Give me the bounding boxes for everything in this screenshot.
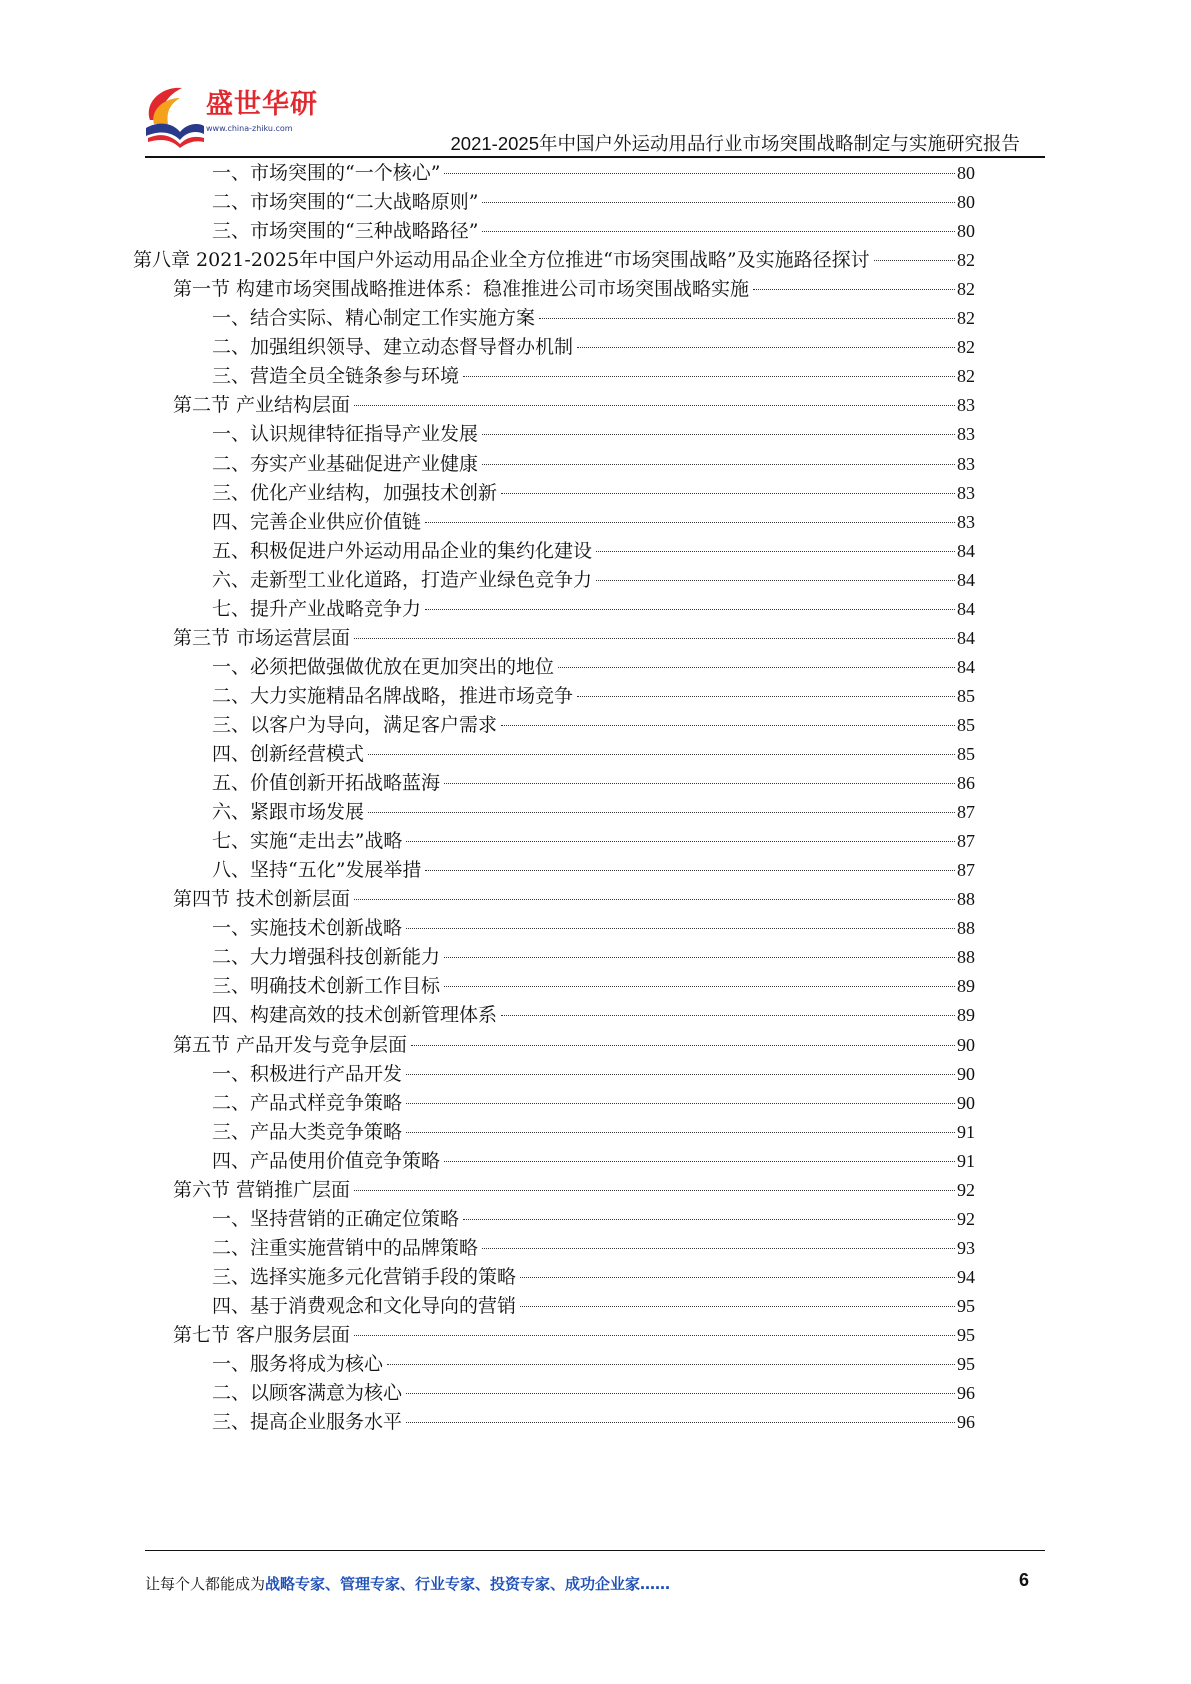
- toc-dot-leader: [463, 1219, 955, 1220]
- toc-page-number: 85: [957, 744, 975, 764]
- toc-item[interactable]: [212, 913, 975, 943]
- toc-entry-title: 七、实施“走出去”战略: [212, 830, 403, 853]
- toc-page-number: 86: [957, 773, 975, 794]
- toc-entry-title: 四、构建高效的技术创新管理体系: [212, 1004, 498, 1027]
- toc-item[interactable]: [212, 449, 975, 479]
- toc-entry-title: 第六节 营销推广层面: [173, 1178, 351, 1201]
- toc-dot-leader: [558, 667, 955, 668]
- toc-dot-leader: [520, 1277, 955, 1278]
- toc-page-number: 83: [957, 453, 975, 474]
- toc-entry-title: 三、营造全员全链条参与环境: [212, 365, 460, 388]
- toc-item[interactable]: [212, 681, 975, 711]
- toc-item[interactable]: [212, 594, 975, 624]
- toc-entry-title: 一、坚持营销的正确定位策略: [212, 1207, 460, 1230]
- toc-entry-title: 四、产品使用价值竞争策略: [212, 1149, 441, 1172]
- toc-entry-title: 三、明确技术创新工作目标: [212, 975, 441, 998]
- toc-item[interactable]: [212, 826, 975, 856]
- toc-dot-leader: [406, 1103, 955, 1104]
- toc-page-number: 95: [957, 1295, 975, 1316]
- logo-name: 盛世华研: [206, 89, 318, 120]
- toc-page-number: 93: [957, 1237, 975, 1258]
- toc-entry-title: 一、结合实际、精心制定工作实施方案: [212, 307, 536, 330]
- toc-page-number: 83: [957, 395, 975, 416]
- toc-dot-leader: [406, 1422, 955, 1423]
- toc-item[interactable]: [212, 710, 975, 740]
- toc-dot-leader: [387, 1364, 955, 1365]
- toc-item[interactable]: [212, 652, 975, 682]
- toc-item[interactable]: [212, 1233, 975, 1263]
- toc-entry-title: 三、产品大类竞争策略: [212, 1120, 403, 1143]
- toc-entry-title: 第八章 2021-2025年中国户外运动用品企业全方位推进“市场突围战略”及实施路径探讨: [133, 249, 870, 272]
- page-number: 6: [1018, 1570, 1029, 1590]
- toc-page-number: 90: [957, 1092, 975, 1113]
- toc-dot-leader: [425, 522, 955, 523]
- toc-entry-title: 二、夯实产业基础促进产业健康: [212, 452, 479, 475]
- toc-page-number: 82: [957, 308, 975, 329]
- toc-page-number: 84: [957, 598, 975, 619]
- toc-entry-title: 四、完善企业供应价值链: [212, 510, 422, 533]
- toc-page-number: 84: [957, 540, 975, 561]
- toc-item[interactable]: [212, 1291, 975, 1321]
- toc-item[interactable]: [212, 216, 975, 246]
- toc-item[interactable]: [212, 971, 975, 1001]
- footer-slogan: [145, 1573, 670, 1594]
- toc-dot-leader: [874, 260, 955, 261]
- toc-item[interactable]: [212, 1262, 975, 1292]
- toc-dot-leader: [354, 405, 955, 406]
- toc-entry-title: 五、积极促进户外运动用品企业的集约化建设: [212, 539, 593, 562]
- toc-item[interactable]: [212, 187, 975, 217]
- toc-page-number: 96: [957, 1412, 975, 1433]
- toc-entry-title: 第二节 产业结构层面: [173, 394, 351, 417]
- toc-page-number: 89: [957, 976, 975, 997]
- toc-section[interactable]: [173, 274, 975, 304]
- toc-dot-leader: [539, 318, 955, 319]
- toc-entry-title: 三、以客户为导向，满足客户需求: [212, 713, 498, 736]
- toc-dot-leader: [444, 957, 955, 958]
- toc-item[interactable]: [212, 158, 975, 188]
- toc-entry-title: 四、创新经营模式: [212, 743, 365, 765]
- toc-dot-leader: [354, 899, 955, 900]
- toc-item[interactable]: [212, 565, 975, 595]
- toc-item[interactable]: [212, 739, 975, 769]
- toc-entry-title: 一、服务将成为核心: [212, 1353, 384, 1376]
- toc-page-number: 90: [957, 1063, 975, 1084]
- toc-page-number: 91: [957, 1150, 975, 1171]
- toc-entry-title: 一、市场突围的“一个核心”: [212, 162, 441, 184]
- toc-entry-title: 三、市场突围的“三种战略路径”: [212, 220, 479, 243]
- toc-dot-leader: [577, 696, 955, 697]
- toc-dot-leader: [368, 754, 955, 755]
- toc-item[interactable]: [212, 1204, 975, 1234]
- toc-dot-leader: [444, 783, 955, 784]
- toc-page-number: 85: [957, 714, 975, 735]
- toc-page-number: 85: [957, 685, 975, 706]
- toc-entry-title: 五、价值创新开拓战略蓝海: [212, 772, 441, 795]
- toc-page-number: 88: [957, 889, 975, 910]
- toc-dot-leader: [411, 1045, 955, 1046]
- toc-section[interactable]: [173, 1030, 975, 1060]
- toc-dot-leader: [482, 231, 955, 232]
- toc-item[interactable]: [212, 1146, 975, 1176]
- toc-dot-leader: [406, 1074, 955, 1075]
- toc-page-number: 83: [957, 482, 975, 503]
- toc-page-number: 82: [957, 366, 975, 387]
- toc-dot-leader: [482, 1248, 955, 1249]
- toc-dot-leader: [354, 638, 955, 639]
- toc-dot-leader: [406, 1132, 955, 1133]
- toc-page-number: 83: [957, 511, 975, 532]
- toc-page-number: 95: [957, 1325, 975, 1345]
- toc-item[interactable]: [212, 797, 975, 827]
- toc-item[interactable]: [212, 855, 975, 885]
- toc-dot-leader: [482, 202, 955, 203]
- toc-entry-title: 七、提升产业战略竞争力: [212, 597, 422, 620]
- footer-divider: [145, 1550, 1045, 1551]
- toc-entry-title: 八、坚持“五化”发展举措: [212, 859, 422, 882]
- toc-dot-leader: [354, 1335, 955, 1336]
- toc-page-number: 92: [957, 1179, 975, 1200]
- toc-entry-title: 二、市场突围的“二大战略原则”: [212, 191, 479, 214]
- toc-entry-title: 第一节 构建市场突围战略推进体系：稳准推进公司市场突围战略实施: [173, 278, 750, 301]
- toc-entry-title: 三、提高企业服务水平: [212, 1411, 403, 1434]
- toc-page-number: 87: [957, 860, 975, 881]
- toc-dot-leader: [482, 434, 955, 435]
- toc-page-number: 82: [957, 279, 975, 300]
- toc-entry-title: 第四节 技术创新层面: [173, 888, 351, 911]
- toc-entry-title: 二、产品式样竞争策略: [212, 1091, 403, 1114]
- toc-item[interactable]: [212, 1088, 975, 1118]
- toc-dot-leader: [406, 1393, 955, 1394]
- toc-dot-leader: [753, 289, 955, 290]
- toc-dot-leader: [501, 493, 955, 494]
- toc-dot-leader: [425, 609, 955, 610]
- toc-entry-title: 六、走新型工业化道路，打造产业绿色竞争力: [212, 568, 593, 591]
- toc-entry-title: 一、认识规律特征指导产业发展: [212, 423, 479, 446]
- toc-entry-title: 一、必须把做强做优放在更加突出的地位: [212, 655, 555, 678]
- toc-page-number: 87: [957, 831, 975, 852]
- toc-entry-title: 第七节 客户服务层面: [173, 1324, 351, 1346]
- toc-entry-title: 三、优化产业结构，加强技术创新: [212, 481, 498, 504]
- toc-dot-leader: [463, 376, 955, 377]
- toc-section[interactable]: [173, 390, 975, 420]
- toc-entry-title: 三、选择实施多元化营销手段的策略: [212, 1265, 517, 1288]
- toc-section[interactable]: [173, 1320, 975, 1350]
- toc-dot-leader: [406, 841, 955, 842]
- page-header: [0, 0, 1191, 160]
- toc-page-number: 84: [957, 656, 975, 677]
- toc-page-number: 87: [957, 802, 975, 823]
- toc-page-number: 90: [957, 1034, 975, 1055]
- toc-dot-leader: [444, 173, 955, 174]
- toc-entry-title: 第五节 产品开发与竞争层面: [173, 1033, 408, 1056]
- report-title: 2021-2025年中国户外运动用品行业市场突围战略制定与实施研究报告: [450, 133, 1020, 154]
- toc-entry-title: 一、实施技术创新战略: [212, 917, 403, 940]
- toc-item[interactable]: [212, 1378, 975, 1408]
- toc-entry-title: 二、大力增强科技创新能力: [212, 946, 441, 969]
- logo-emblem-icon: [140, 80, 206, 150]
- toc-dot-leader: [596, 580, 955, 581]
- toc-dot-leader: [577, 347, 955, 348]
- toc-page-number: 82: [957, 250, 975, 271]
- toc-page-number: 95: [957, 1354, 975, 1375]
- toc-entry-title: 二、加强组织领导、建立动态督导督办机制: [212, 336, 574, 359]
- toc-page-number: 96: [957, 1383, 975, 1404]
- toc-item[interactable]: [212, 332, 975, 362]
- toc-item[interactable]: [212, 768, 975, 798]
- toc-item[interactable]: [212, 942, 975, 972]
- toc-dot-leader: [444, 986, 955, 987]
- toc-entry-title: 第三节 市场运营层面: [173, 626, 351, 649]
- toc-page-number: 82: [957, 337, 975, 358]
- toc-dot-leader: [354, 1190, 955, 1191]
- toc-page-number: 80: [957, 192, 975, 213]
- toc-entry-title: 二、注重实施营销中的品牌策略: [212, 1236, 479, 1259]
- slogan-prefix: 让每个人都能成为: [145, 1575, 266, 1593]
- toc-page-number: 88: [957, 918, 975, 939]
- toc-item[interactable]: [212, 478, 975, 508]
- slogan-highlight: 战略专家、管理专家、行业专家、投资专家、成功企业家……: [265, 1575, 671, 1593]
- toc-page-number: 92: [957, 1208, 975, 1229]
- toc-item[interactable]: [212, 1349, 975, 1379]
- toc-entry-title: 四、基于消费观念和文化导向的营销: [212, 1294, 517, 1317]
- toc-dot-leader: [596, 551, 955, 552]
- toc-item[interactable]: [212, 1117, 975, 1147]
- toc-item[interactable]: [212, 1000, 975, 1030]
- toc-page-number: 91: [957, 1121, 975, 1142]
- toc-item[interactable]: [212, 1059, 975, 1089]
- toc-page-number: 80: [957, 163, 975, 183]
- toc-dot-leader: [520, 1306, 955, 1307]
- toc-dot-leader: [444, 1161, 955, 1162]
- toc-section[interactable]: [173, 1175, 975, 1205]
- toc-entry-title: 一、积极进行产品开发: [212, 1062, 403, 1085]
- toc-page-number: 89: [957, 1005, 975, 1026]
- toc-entry-title: 六、紧跟市场发展: [212, 801, 365, 824]
- toc-dot-leader: [482, 464, 955, 465]
- toc-page-number: 80: [957, 221, 975, 242]
- toc-item[interactable]: [212, 507, 975, 537]
- toc-section[interactable]: [173, 884, 975, 914]
- toc-dot-leader: [406, 928, 955, 929]
- toc-dot-leader: [368, 812, 955, 813]
- toc-dot-leader: [425, 870, 955, 871]
- toc-dot-leader: [501, 1015, 955, 1016]
- toc-item[interactable]: [212, 361, 975, 391]
- logo-url: www.china-zhiku.com: [206, 124, 293, 133]
- toc-entry-title: 二、大力实施精品名牌战略，推进市场竞争: [212, 684, 574, 707]
- toc-item[interactable]: [212, 419, 975, 449]
- company-logo: [140, 80, 330, 150]
- toc-entry-title: 二、以顾客满意为核心: [212, 1382, 403, 1405]
- toc-item[interactable]: [212, 536, 975, 566]
- toc-dot-leader: [501, 725, 955, 726]
- toc-page-number: 94: [957, 1266, 975, 1287]
- toc-section[interactable]: [173, 623, 975, 653]
- toc-page-number: 88: [957, 947, 975, 968]
- toc-page-number: 84: [957, 569, 975, 590]
- toc-page-number: 83: [957, 424, 975, 445]
- toc-item[interactable]: [212, 303, 975, 333]
- toc-item[interactable]: [212, 1407, 975, 1437]
- toc-chapter[interactable]: [133, 245, 975, 275]
- toc-page-number: 84: [957, 627, 975, 648]
